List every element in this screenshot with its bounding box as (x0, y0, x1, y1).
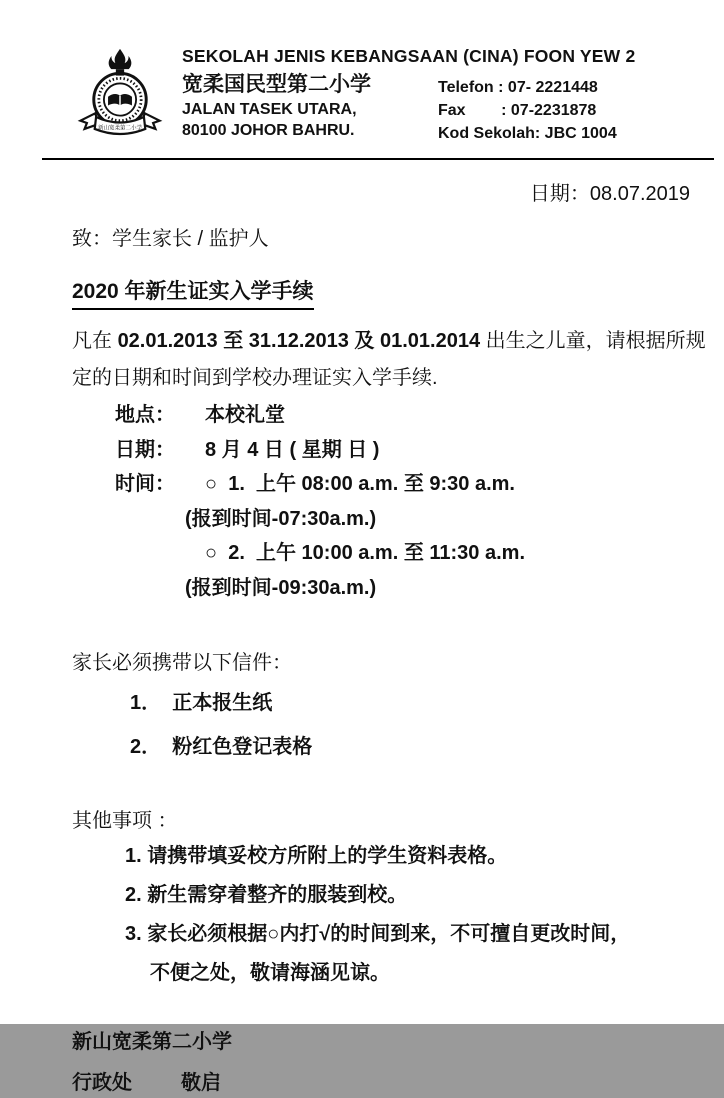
letter-date: 日期：08.07.2019 (529, 183, 690, 205)
intro-line-2: 定的日期和时间到学校办理证实入学手续. (72, 367, 438, 389)
other-item-1: 1. 请携带填妥校方所附上的学生资料表格。 (125, 845, 508, 867)
document-item-1: 1． 正本报生纸 (130, 692, 273, 714)
crest-banner-text: 新山宽柔第二小学 (97, 125, 143, 132)
venue-label: 地点： (115, 404, 175, 426)
signoff-office-row (72, 1068, 690, 1098)
intro-line-1 (72, 323, 706, 360)
documents-heading: 家长必须携带以下信件： (72, 652, 292, 674)
venue-value: 本校礼堂 (205, 404, 285, 426)
signoff-office: 行政处 (72, 1072, 132, 1094)
intro-birthdate-range: 02.01.2013 至 31.12.2013 及 01.01.2014 (117, 330, 481, 352)
letterhead (0, 0, 724, 147)
letterhead-divider (42, 158, 714, 160)
letter-title: 2020 年新生证实入学手续 (72, 275, 314, 310)
address-line-1: JALAN TASEK UTARA, (182, 101, 357, 118)
letterhead-address-block (182, 71, 430, 145)
event-date-row (115, 433, 690, 468)
letterhead-text (182, 46, 700, 145)
event-details (72, 398, 690, 605)
school-crest-logo (74, 46, 166, 147)
time-label: 时间： (115, 473, 175, 495)
fax-row: Fax : 07-2231878 (438, 102, 597, 119)
other-item-2: 2. 新生需穿着整齐的服装到校。 (125, 884, 408, 906)
other-item-3: 3. 家长必须根据○内打√的时间到来，不可擅自更改时间， (125, 923, 631, 945)
letter-body (0, 177, 724, 1098)
school-code-row: Kod Sekolah: JBC 1004 (438, 125, 617, 142)
other-matters-list (72, 837, 690, 993)
title-row (72, 275, 690, 310)
signoff-school: 新山宽柔第二小学 (72, 1031, 232, 1053)
other-item-3-continued: 不便之处，敬请海涵见谅。 (150, 962, 390, 984)
document-item-2: 2． 粉红色登记表格 (130, 736, 313, 758)
time-option-2: ○ 2. 上午 10:00 a.m. 至 11:30 a.m. (205, 542, 526, 564)
event-date-value: 8 月 4 日 ( 星期 日 ) (205, 438, 380, 461)
intro-line1-pre: 凡在 (72, 330, 118, 352)
signoff-block (72, 1027, 690, 1098)
venue-row (115, 398, 690, 433)
other-matters-heading: 其他事项 ： (72, 810, 178, 832)
time-row (115, 467, 690, 502)
school-name-cn: 宽柔国民型第二小学 (182, 73, 371, 96)
addressee-line: 致：学生家长 / 监护人 (72, 228, 269, 250)
letterhead-grid (182, 71, 700, 145)
telefon-row: Telefon : 07- 2221448 (438, 79, 598, 96)
intro-line1-post: 出生之儿童，请根据所规 (480, 330, 706, 352)
time-option-1: ○ 1. 上午 08:00 a.m. 至 9:30 a.m. (205, 473, 515, 495)
event-date-label: 日期： (115, 438, 175, 461)
time-option-1-note: (报到时间-07:30a.m.) (185, 507, 377, 530)
signoff-respectfully: 敬启 (181, 1072, 221, 1094)
intro-paragraph (72, 323, 706, 397)
school-name-en: SEKOLAH JENIS KEBANGSAAN (CINA) FOON YEW 2 (182, 46, 636, 66)
letterhead-contact-block (438, 71, 700, 145)
school-crest-icon (74, 46, 166, 142)
documents-list (72, 681, 690, 769)
time-option-2-note: (报到时间-09:30a.m.) (185, 576, 377, 599)
address-line-2: 80100 JOHOR BAHRU. (182, 122, 355, 139)
